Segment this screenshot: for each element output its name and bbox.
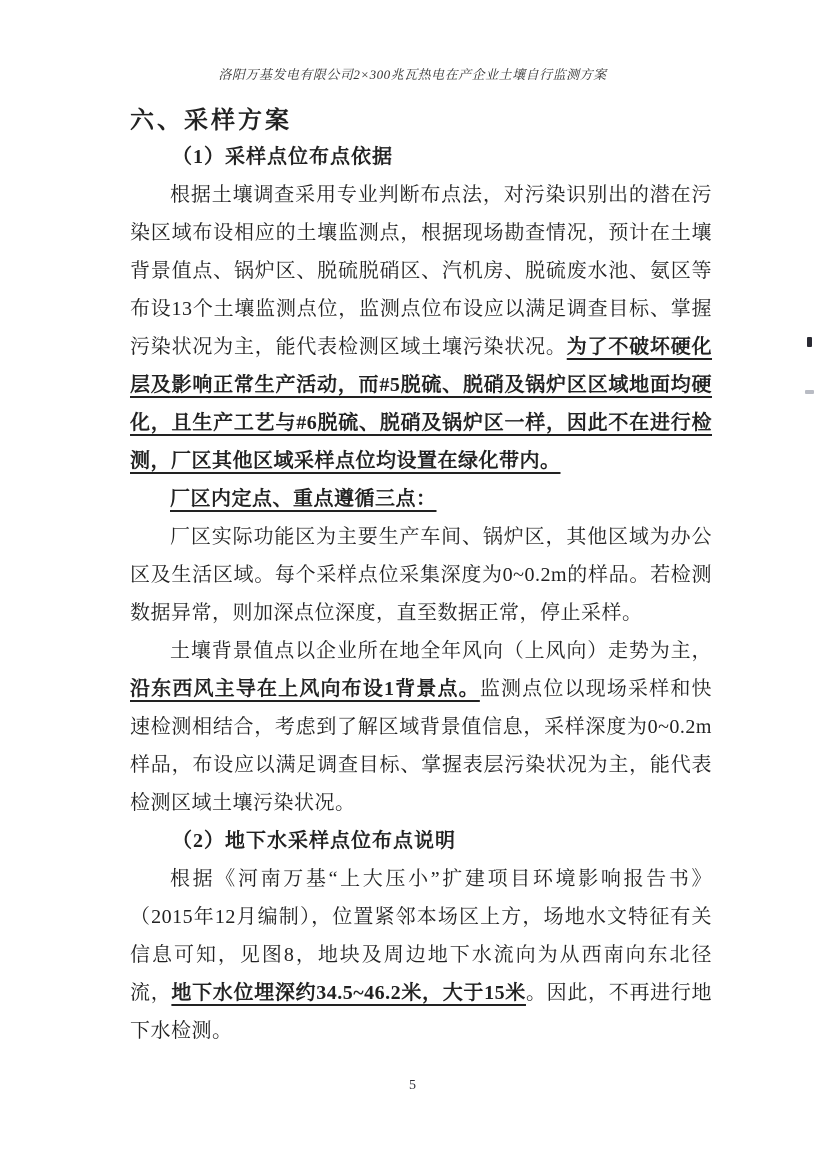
paragraph-sampling-basis-text: 根据土壤调查采用专业判断布点法，对污染识别出的潜在污染区域布设相应的土壤监测点，根据现场勘查情况，预计在土壤背景值点、锅炉区、脱硫脱硝区、汽机房、脱硫废水池、氨区等布设13个土壤监测点位，监测点位布设应以满足调查目标、掌握污染状况为主，能代表检测区域土壤污染状况。 xyxy=(130,184,712,358)
paragraph-background-point-text-1: 土壤背景值点以企业所在地全年风向（上风向）走势为主， xyxy=(170,640,712,662)
scan-artifact-dark xyxy=(807,337,812,347)
paragraph-groundwater-emphasis: 地下水位埋深约34.5~46.2米，大于15米 xyxy=(171,982,526,1004)
paragraph-sampling-basis xyxy=(130,176,712,480)
paragraph-functional-zones: 厂区实际功能区为主要生产车间、锅炉区，其他区域为办公区及生活区域。每个采样点位采集深度为0~0.2m的样品。若检测数据异常，则加深点位深度，直至数据正常，停止采样。 xyxy=(130,526,712,624)
three-points-heading-text: 厂区内定点、重点遵循三点： xyxy=(170,488,437,510)
paragraph-groundwater-text-2: 。因此，不再进行地下水检测。 xyxy=(130,982,713,1042)
running-header-title: 洛阳万基发电有限公司2×300兆瓦热电在产企业土壤自行监测方案 xyxy=(218,67,607,82)
subsection-2-heading: （2）地下水采样点位布点说明 xyxy=(172,830,456,852)
paragraph-sampling-basis-emphasis: 为了不破坏硬化层及影响正常生产活动，而#5脱硫、脱硝及锅炉区区域地面均硬化，且生产工艺与#6脱硫、脱硝及锅炉区一样，因此不在进行检测，厂区其他区域采样点位均设置在绿化带内。 xyxy=(130,336,713,472)
page-number: 5 xyxy=(409,1078,416,1093)
paragraph-groundwater xyxy=(130,860,712,1050)
document-content xyxy=(130,104,712,1050)
scan-artifact-light xyxy=(805,390,814,394)
subsection-1-heading: （1）采样点位布点依据 xyxy=(172,146,393,168)
section-heading: 六、采样方案 xyxy=(130,108,292,134)
paragraph-three-points-heading xyxy=(130,480,712,518)
paragraph-groundwater-text-1: 根据《河南万基“上大压小”扩建项目环境影响报告书》（2015年12月编制），位置紧邻本场区上方，场地水文特征有关信息可知，见图8，地块及周边地下水流向为从西南向东北径流， xyxy=(130,868,712,1004)
paragraph-background-point-emphasis: 沿东西风主导在上风向布设1背景点。 xyxy=(130,678,480,700)
paragraph-background-point xyxy=(130,632,712,822)
paragraph-background-point-text-2: 监测点位以现场采样和快速检测相结合，考虑到了解区域背景值信息，采样深度为0~0.2m样品，布设应以满足调查目标、掌握表层污染状况为主，能代表检测区域土壤污染状况。 xyxy=(130,678,713,814)
